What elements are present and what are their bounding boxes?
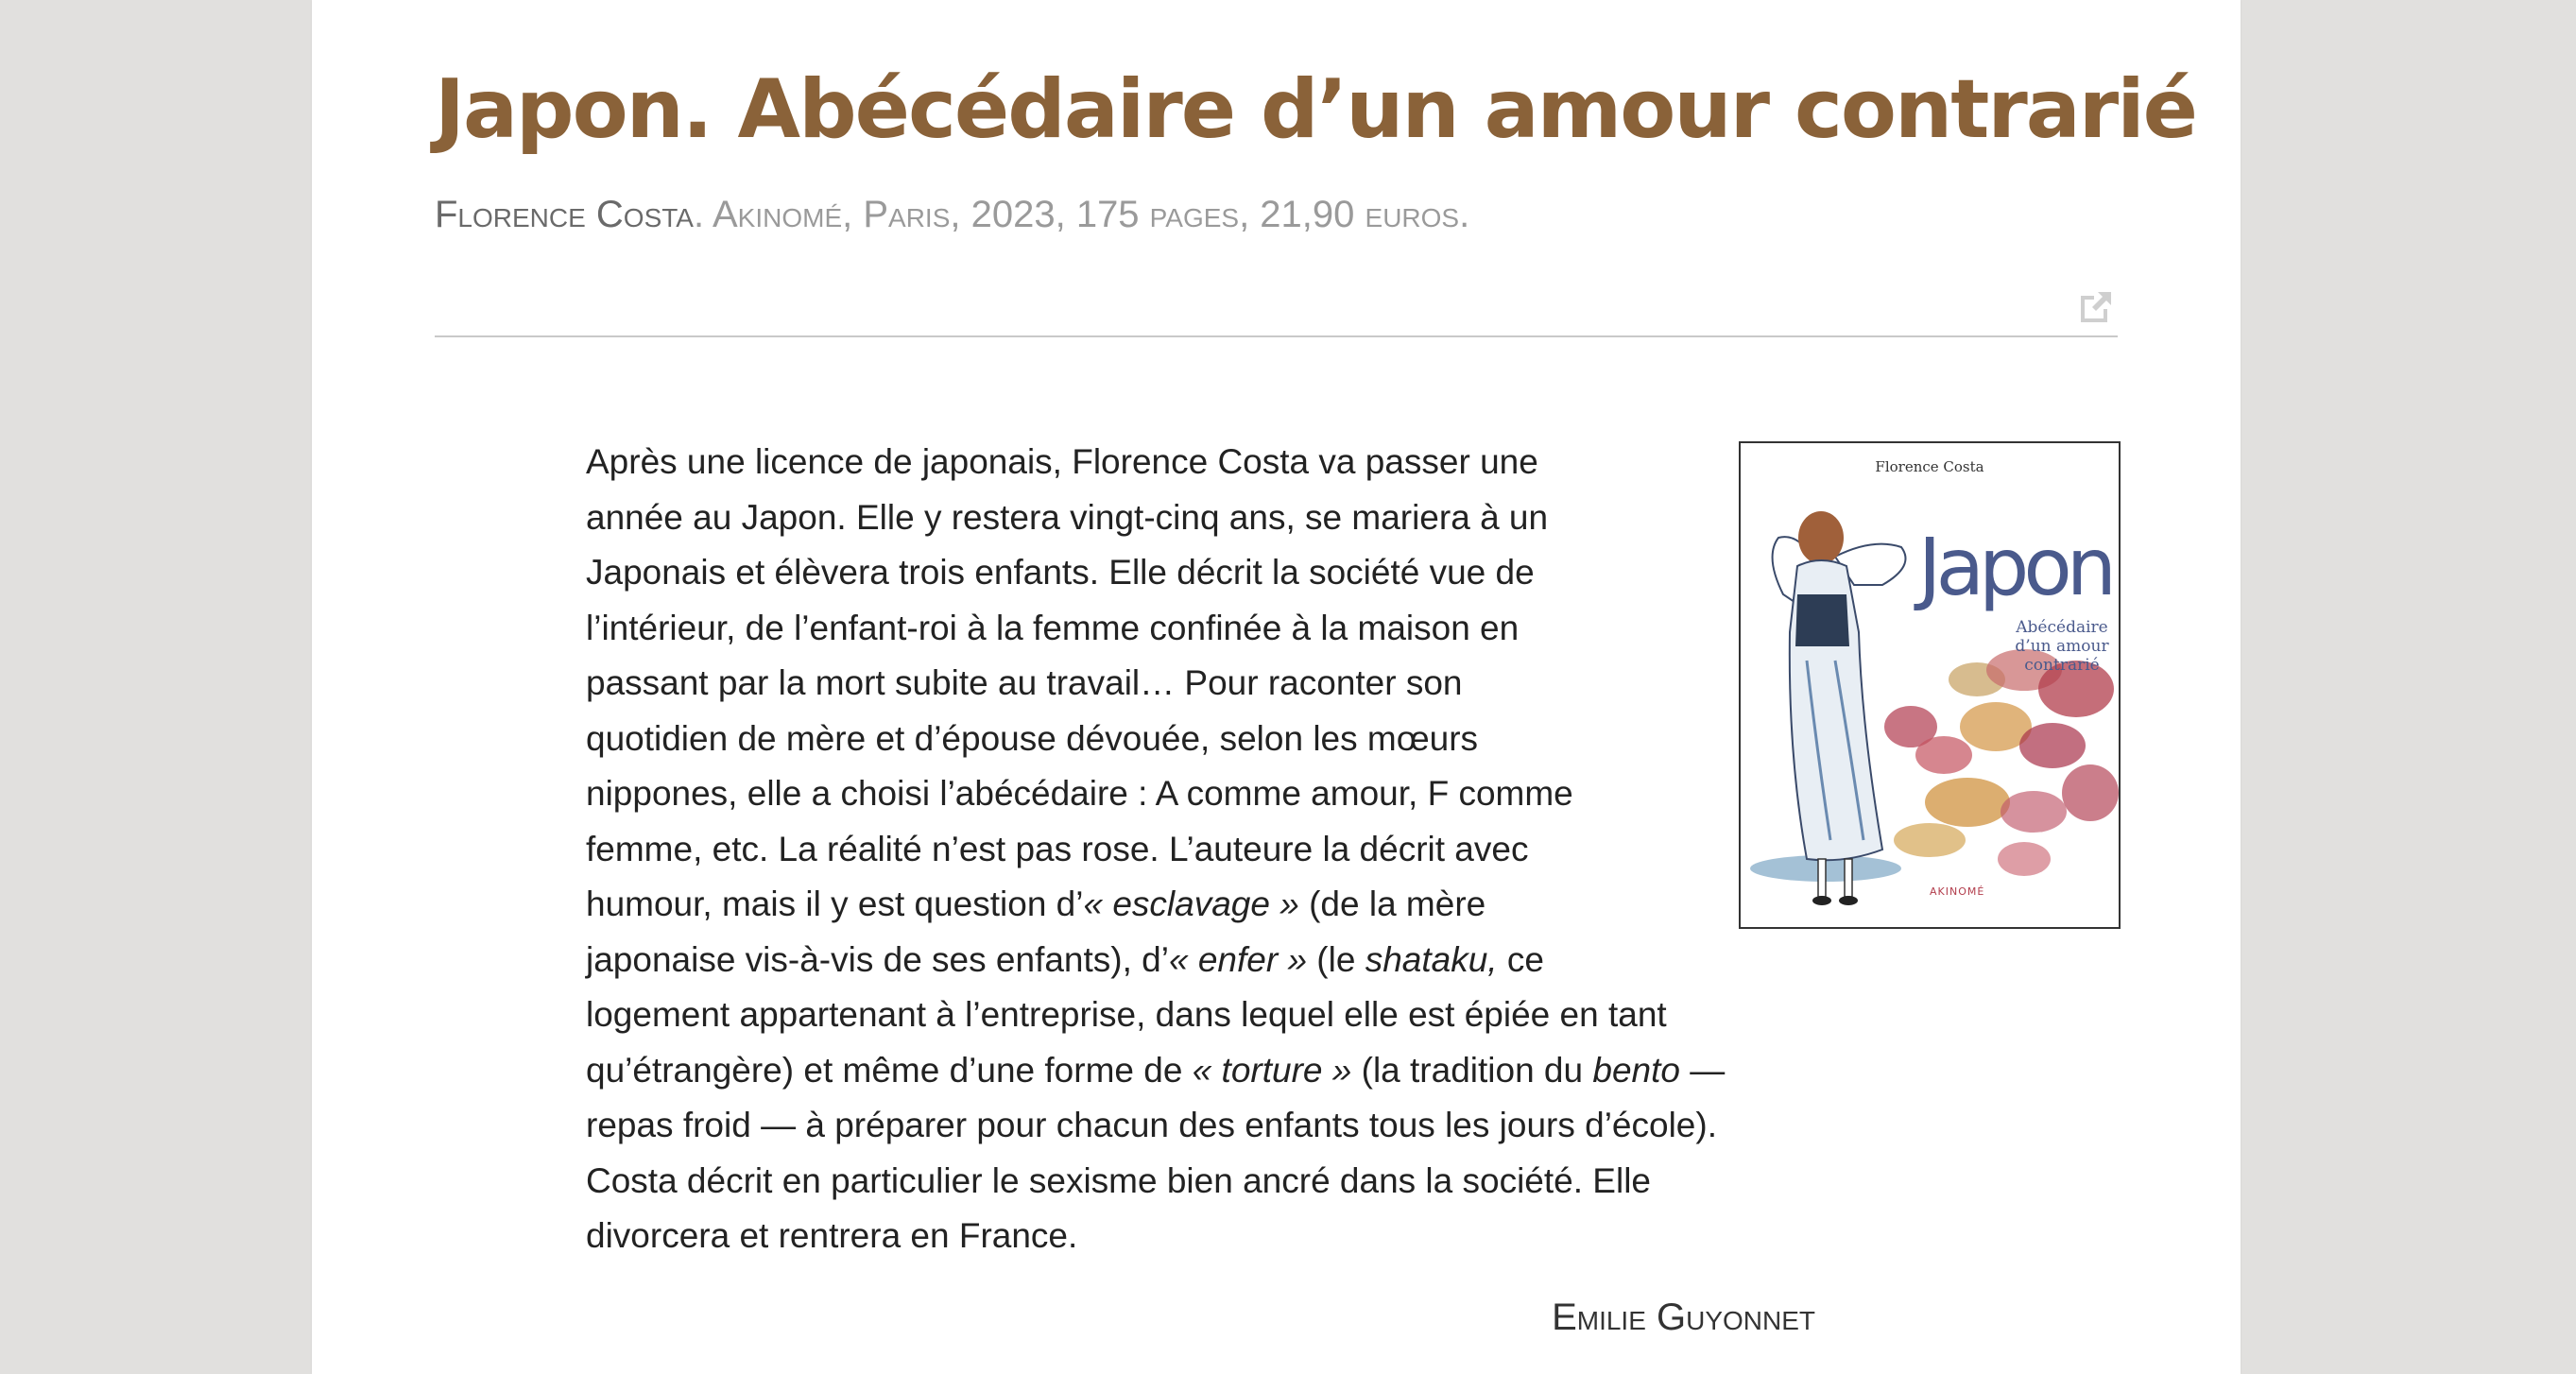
cover-figure [1773,511,1906,905]
article-title: Japon. Abécédaire d’un amour contrarié [435,62,2196,157]
cover-author: Florence Costa [1875,458,1984,475]
text-line: l’intérieur, de l’enfant-roi à la femme confinée à la maison en [586,608,1520,647]
text-segment: qu’étrangère) et même d’une forme de [586,1050,1193,1090]
text-line: logement appartenant à l’entreprise, dans lequel elle est épiée en tant [586,995,1667,1034]
text-segment: (le [1307,939,1365,979]
book-cover-image[interactable] [1739,441,2121,929]
cover-title: Japon [1917,521,2111,613]
book-byline [435,194,1469,236]
text-line: Après une licence de japonais, Florence Costa va passer une [586,442,1538,481]
text-line: passant par la mort subite au travail… Pour raconter son [586,663,1463,702]
text-line: Japonais et élèvera trois enfants. Elle décrit la société vue de [586,553,1535,592]
quote-enfer: « enfer » [1168,939,1308,979]
header-divider [435,335,2118,337]
text-line: femme, etc. La réalité n’est pas rose. L’auteure la décrit avec [586,829,1529,868]
cover-publisher: AKINOMÉ [1930,885,1985,898]
quote-esclavage: « esclavage » [1083,885,1299,923]
text-segment: (la tradition du [1351,1050,1593,1090]
text-line: quotidien de mère et d’épouse dévouée, selon les mœurs [586,718,1479,758]
term-bento: bento [1592,1050,1680,1090]
book-author: Florence Costa [435,194,694,235]
cover-subtitle-3: contrarié [2024,656,2100,675]
text-line: année au Japon. Elle y restera vingt-cinq ans, se mariera à un [586,497,1549,537]
book-details: . Akinomé, Paris, 2023, 175 pages, 21,90 euros. [693,194,1470,235]
text-segment: humour, mais il y est question d’ [586,885,1084,923]
text-line: nippones, elle a choisi l’abécédaire : A comme amour, F comme [586,774,1573,813]
text-line: repas froid — à préparer pour chacun des enfants tous les jours d’école). [586,1106,1717,1144]
text-segment: ce [1497,939,1544,979]
cover-subtitle-2: d’un amour [2015,637,2109,656]
text-segment: japonaise vis-à-vis de ses enfants), d’ [586,939,1169,979]
text-line: Costa décrit en particulier le sexisme bien ancré dans la société. Elle [586,1160,1652,1200]
text-segment: (de la mère [1298,885,1486,923]
text-line [586,1043,2192,1099]
text-line: divorcera et rentrera en France. [586,1216,1078,1255]
text-line [586,933,2192,988]
quote-torture: « torture » [1192,1050,1352,1090]
external-link-icon[interactable] [2077,288,2115,326]
article-page [312,0,2241,1374]
review-signature: Emilie Guyonnet [1552,1297,1815,1338]
text-segment: — [1679,1050,1726,1090]
cover-subtitle-1: Abécédaire [2016,618,2108,637]
term-shataku: shataku, [1365,939,1498,979]
